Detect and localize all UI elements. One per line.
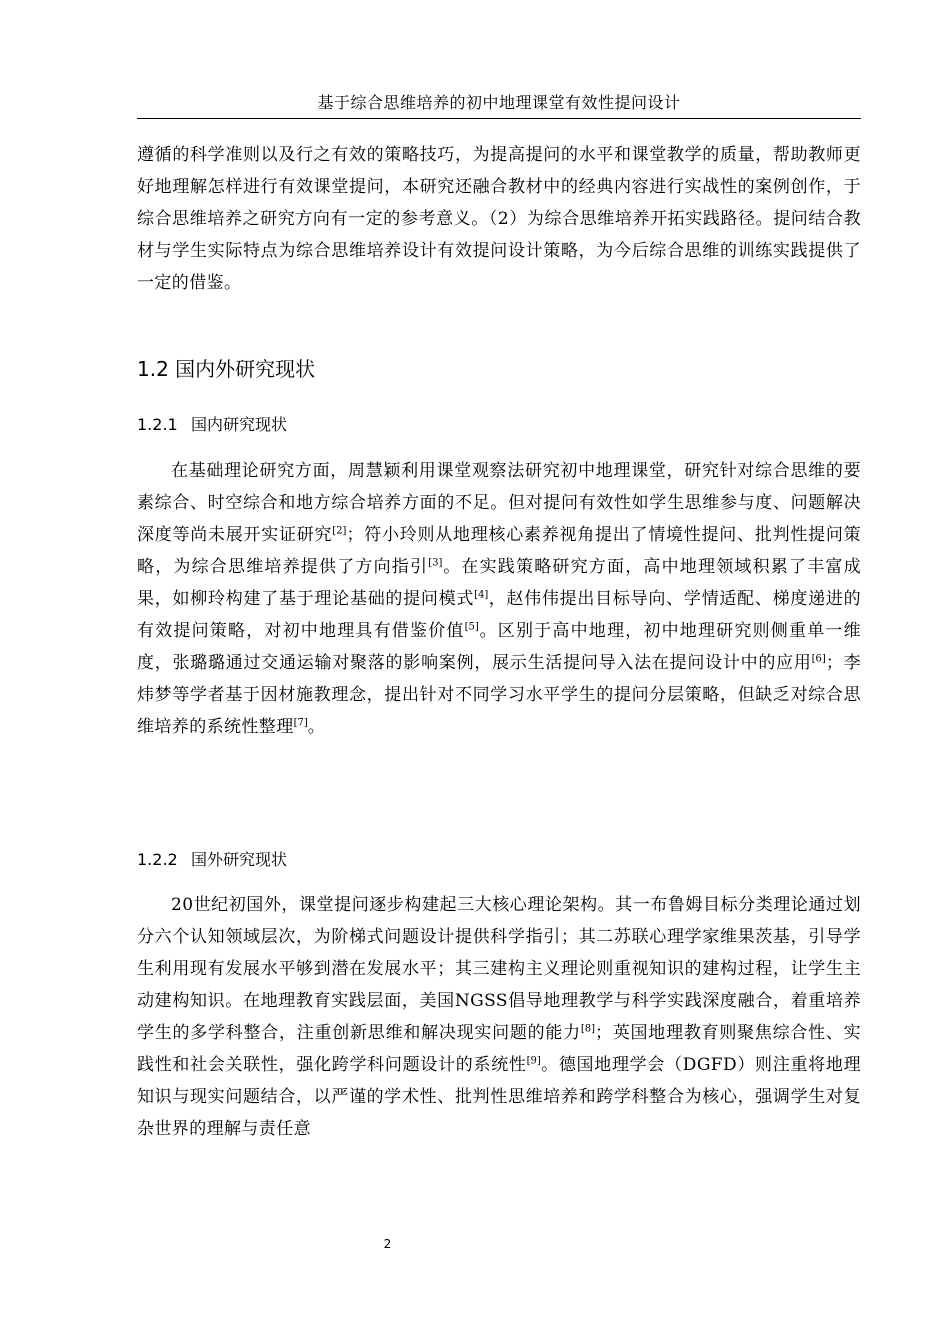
text-segment: 在基础理论研究方面，周慧颖利用课堂观察法研究初中地理课堂，研究针对综合思维的要素综合、时空综合和地方综合培养方面的不足。但对提问有效性如学生思维参与度、问题解决深度等尚未展开实证研究 xyxy=(137,461,861,545)
text-segment: ，赵伟伟提出目标导向、学情适配、梯度递进的有效提问策略，对初中地理具有借鉴价值 xyxy=(137,589,861,641)
subsection-title: 国内研究现状 xyxy=(191,415,288,434)
citation-ref: [8] xyxy=(580,1023,596,1035)
citation-ref: [9] xyxy=(526,1055,541,1067)
citation-ref: [7] xyxy=(293,717,308,729)
intro-paragraph: 遵循的科学准则以及行之有效的策略技巧，为提高提问的水平和课堂教学的质量，帮助教师更好地理解怎样进行有效课堂提问，本研究还融合教材中的经典内容进行实战性的案例创作，于综合思维培养之研究方向有一定的参考意义。（2）为综合思维培养开拓实践路径。提问结合教材与学生实际特点为综合思维培养设计有效提问设计策略，为今后综合思维的训练实践提供了一定的借鉴。 xyxy=(137,145,861,293)
citation-ref: [4] xyxy=(474,589,489,601)
text-segment: 20世纪初国外，课堂提问逐步构建起三大核心理论架构。其一布鲁姆目标分类理论通过划分六个认知领域层次，为阶梯式问题设计提供科学指引；其二苏联心理学家维果茨基，引导学生利用现有发展水平够到潜在发展水平；其三建构主义理论则重视知识的建构过程，让学生主动建构知识。在地理教育实践层面，美国NGSS倡导地理教学与科学实践深度融合，着重培养学生的多学科整合，注重创新思维和解决现实问题的能力 xyxy=(137,895,861,1043)
foreign-research-paragraph xyxy=(137,889,861,1145)
text-segment: 。区别于高中地理，初中地理研究则侧重单一维度，张璐璐通过交通运输对聚落的影响案例，展示生活提问导入法在提问设计中的应用 xyxy=(137,621,861,673)
text-segment: 。 xyxy=(307,717,326,737)
running-header: 基于综合思维培养的初中地理课堂有效性提问设计 xyxy=(317,93,681,112)
citation-ref: [5] xyxy=(464,621,479,633)
citation-ref: [2] xyxy=(332,525,347,537)
subsection-number: 1.2.1 xyxy=(137,415,178,434)
citation-ref: [3] xyxy=(428,557,443,569)
domestic-research-paragraph xyxy=(137,455,861,743)
subsection-number: 1.2.2 xyxy=(137,850,178,869)
section-heading-1-2: 1.2 国内外研究现状 xyxy=(137,357,316,381)
subsection-heading-1-2-2 xyxy=(137,848,287,872)
subsection-title: 国外研究现状 xyxy=(191,850,288,869)
header-rule xyxy=(137,118,861,119)
subsection-heading-1-2-1 xyxy=(137,413,287,437)
text-segment: ；英国地理教育则聚焦综合性、实践性和社会关联性，强化跨学科问题设计的系统性 xyxy=(137,1023,862,1075)
citation-ref: [6] xyxy=(811,653,826,665)
page-number: 2 xyxy=(383,1237,392,1251)
text-segment: 。德国地理学会（DGFD）则注重将地理知识与现实问题结合，以严谨的学术性、批判性思维培养和跨学科整合为核心，强调学生对复杂世界的理解与责任意 xyxy=(137,1055,861,1139)
text-segment: 。在实践策略研究方面，高中地理领域积累了丰富成果，如柳玲构建了基于理论基础的提问模式 xyxy=(137,557,862,609)
text-segment: ；符小玲则从地理核心素养视角提出了情境性提问、批判性提问策略，为综合思维培养提供了方向指引 xyxy=(137,525,861,577)
text-segment: ；李炜梦等学者基于因材施教理念，提出针对不同学习水平学生的提问分层策略，但缺乏对综合思维培养的系统性整理 xyxy=(137,653,861,737)
